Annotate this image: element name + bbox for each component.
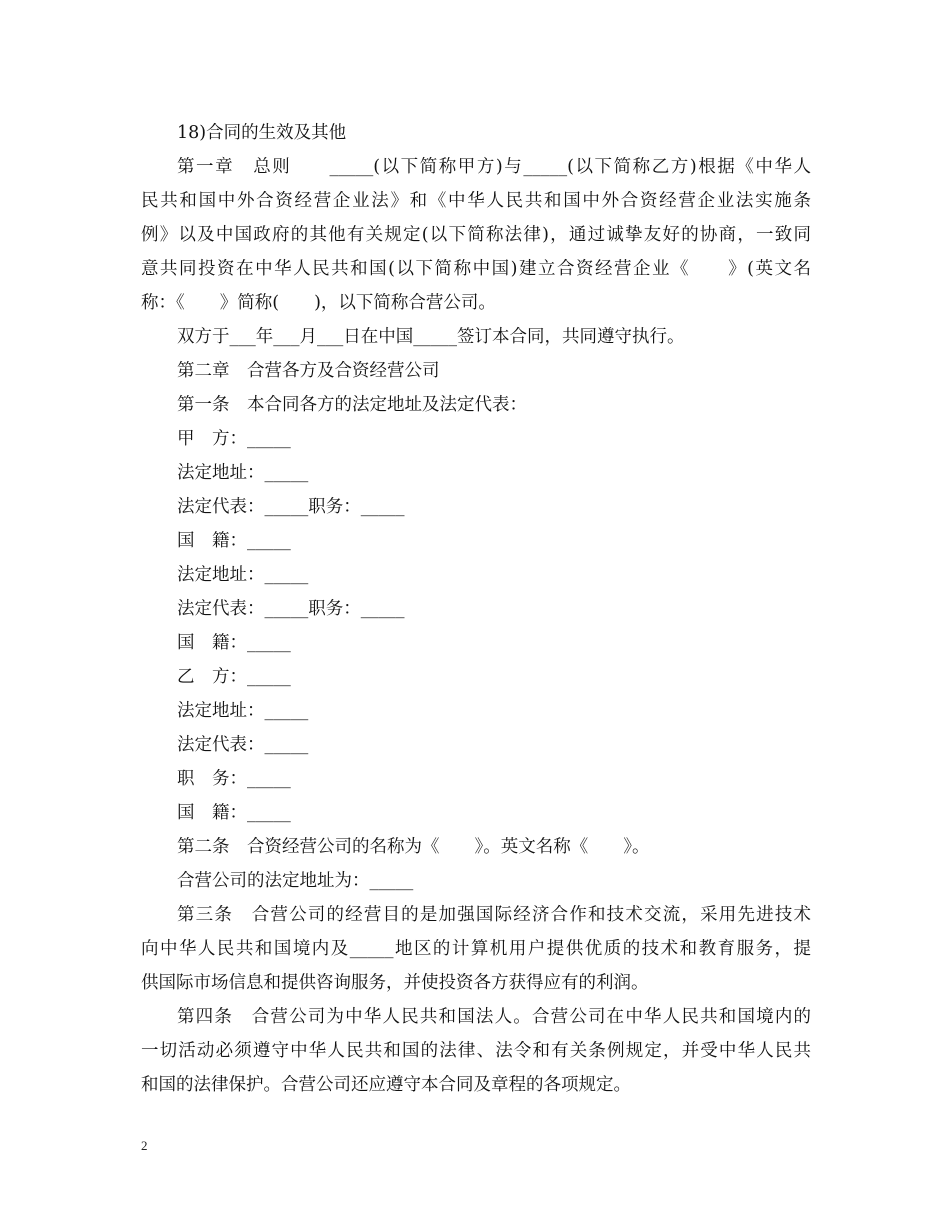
text-line: 供国际市场信息和提供咨询服务，并使投资各方获得应有的利润。 — [141, 973, 649, 993]
text-line: 第一章 总则 _____(以下简称甲方)与_____(以下简称乙方)根据《中华人 — [177, 157, 811, 177]
text-line: 甲 方：_____ — [177, 429, 291, 449]
text-line: 法定代表：_____职务：_____ — [177, 497, 405, 517]
text-line: 国 籍：_____ — [177, 633, 291, 653]
text-line: 第一条 本合同各方的法定地址及法定代表： — [177, 395, 527, 415]
text-line: 意共同投资在中华人民共和国(以下简称中国)建立合资经营企业《 》(英文名 — [141, 259, 811, 279]
page-number: 2 — [141, 1138, 148, 1153]
text-line: 一切活动必须遵守中华人民共和国的法律、法令和有关条例规定，并受中华人民共 — [141, 1041, 811, 1061]
text-line: 第二条 合资经营公司的名称为《 》。英文名称《 》。 — [177, 837, 650, 857]
text-line: 第二章 合营各方及合资经营公司 — [177, 361, 440, 381]
text-line: 国 籍：_____ — [177, 803, 291, 823]
text-line: 第四条 合营公司为中华人民共和国法人。合营公司在中华人民共和国境内的 — [177, 1007, 811, 1027]
text-line: 称：《 》简称( )，以下简称合营公司。 — [141, 293, 496, 313]
text-line: 双方于___年___月___日在中国_____签订本合同，共同遵守执行。 — [177, 327, 685, 347]
text-line: 合营公司的法定地址为：_____ — [177, 871, 414, 891]
text-line: 民共和国中外合资经营企业法》和《中华人民共和国中外合资经营企业法实施条 — [141, 191, 811, 211]
text-line: 法定地址：_____ — [177, 701, 309, 721]
text-line: 法定地址：_____ — [177, 463, 309, 483]
text-line: 第三条 合营公司的经营目的是加强国际经济合作和技术交流，采用先进技术 — [177, 905, 811, 925]
text-line: 和国的法律保护。合营公司还应遵守本合同及章程的各项规定。 — [141, 1075, 631, 1095]
document-body — [141, 116, 811, 1102]
text-line: 例》以及中国政府的其他有关规定(以下简称法律)，通过诚挚友好的协商，一致同 — [141, 225, 811, 245]
text-line: 法定代表：_____职务：_____ — [177, 599, 405, 619]
text-line: 职 务：_____ — [177, 769, 291, 789]
text-line: 法定代表：_____ — [177, 735, 309, 755]
text-line: 向中华人民共和国境内及_____地区的计算机用户提供优质的技术和教育服务，提 — [141, 939, 811, 959]
text-line: 18)合同的生效及其他 — [177, 123, 347, 143]
text-line: 乙 方：_____ — [177, 667, 291, 687]
text-line: 国 籍：_____ — [177, 531, 291, 551]
text-line: 法定地址：_____ — [177, 565, 309, 585]
